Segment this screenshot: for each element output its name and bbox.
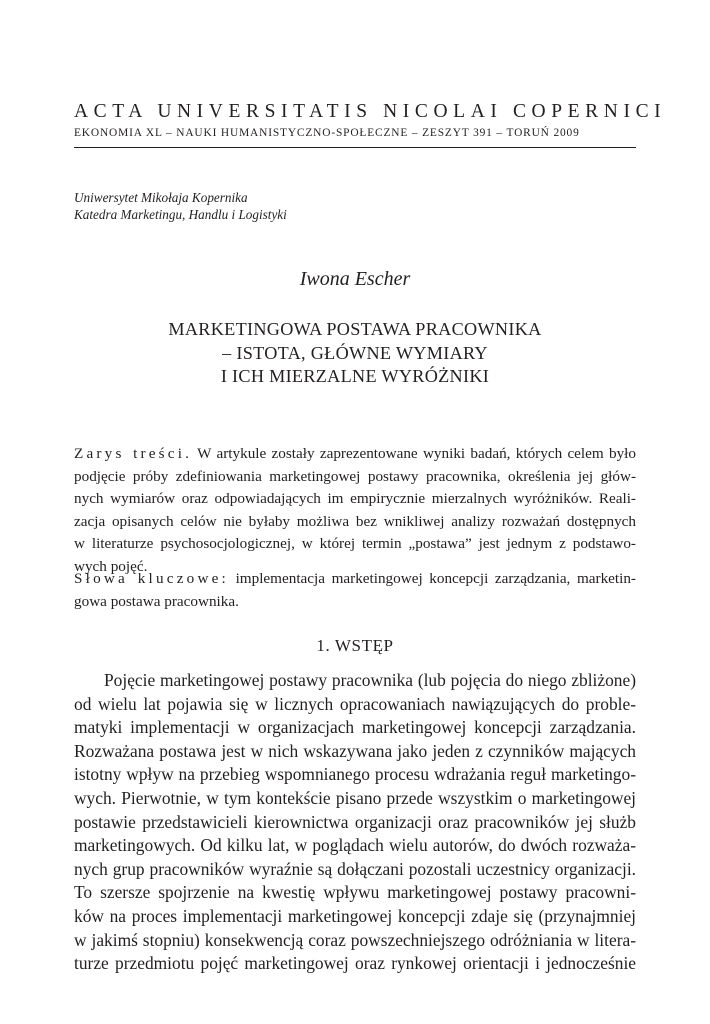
- body-line: nych grup pracowników wyraźnie są dołączani pozostali uczestnicy organizacji.: [74, 858, 636, 879]
- abstract-line: zacja opisanych celów nie byłaby możliwa bez wnikliwej analizy rozważań dostępnych: [74, 512, 636, 530]
- keywords: [74, 568, 636, 613]
- body-line: w jakimś stopniu) konsekwencją coraz powszechniejszego odróżniania w litera-: [74, 929, 636, 950]
- affiliation-university: Uniwersytet Mikołaja Kopernika: [74, 190, 248, 205]
- header-rule: [74, 147, 636, 148]
- body-line: turze przedmiotu pojęć marketingowej oraz rynkowej orientacji i jednocześnie: [74, 953, 636, 974]
- body-line: ków na proces implementacji marketingowej koncepcji zdaje się (przynajmniej: [74, 905, 636, 926]
- body-line: postawie przedstawicieli kierownictwa organizacji oraz pracowników jej służb: [74, 811, 636, 832]
- abstract: [74, 443, 636, 578]
- abstract-label: Zarys treści.: [74, 445, 193, 462]
- affiliation-department: Katedra Marketingu, Handlu i Logistyki: [74, 207, 287, 222]
- body-line: wych. Pierwotnie, w tym kontekście pisano przede wszystkim o marketingowej: [74, 787, 636, 808]
- journal-subtitle: EKONOMIA XL – NAUKI HUMANISTYCZNO-SPOŁECZNE – ZESZYT 391 – TORUŃ 2009: [74, 127, 580, 139]
- body-line: Rozważana postawa jest w nich wskazywana jako jeden z czynników mających: [74, 740, 636, 761]
- article-title: [74, 318, 636, 389]
- keywords-text: implementacja marketingowej koncepcji zarządzania, marketin-: [228, 570, 636, 587]
- article-title-line: MARKETINGOWA POSTAWA PRACOWNIKA: [168, 319, 542, 339]
- abstract-line: podjęcie próby zdefiniowania marketingowej postawy pracownika, określenia jej głów-: [74, 467, 636, 485]
- keywords-line: gowa postawa pracownika.: [74, 592, 239, 610]
- body-line: matyki implementacji w organizacjach marketingowej koncepcji zarządzania.: [74, 717, 636, 738]
- abstract-line: w literaturze psychosocjologicznej, w której termin „postawa” jest jednym z podstawo-: [74, 535, 636, 552]
- section-heading: 1. WSTĘP: [316, 636, 394, 655]
- journal-title: ACTA UNIVERSITATIS NICOLAI COPERNICI: [74, 101, 667, 122]
- keywords-label: Słowa kluczowe:: [74, 570, 229, 587]
- abstract-line: nych wymiarów oraz odpowiadających im empirycznie mierzalnych wyróżników. Reali-: [74, 490, 636, 507]
- body-line: istotny wpływ na przebieg wspomnianego procesu wdrażania reguł marketingo-: [74, 764, 636, 785]
- keywords-line: [74, 568, 636, 591]
- body-line: To szersze spojrzenie na kwestię wpływu marketingowej postawy pracowni-: [74, 882, 636, 903]
- body-line: marketingowych. Od kilku lat, w poglądach wielu autorów, do dwóch rozważa-: [74, 835, 636, 856]
- author-name: Iwona Escher: [299, 268, 411, 290]
- body-line: Pojęcie marketingowej postawy pracownika (lub pojęcia do niego zbliżone): [104, 670, 636, 690]
- abstract-line: [74, 443, 636, 466]
- article-title-line: I ICH MIERZALNE WYRÓŻNIKI: [220, 366, 490, 386]
- body-line: od wielu lat pojawia się w licznych opracowaniach nawiązujących do proble-: [74, 693, 636, 714]
- abstract-text: W artykule zostały zaprezentowane wyniki badań, których celem było: [192, 445, 636, 462]
- article-title-line: – ISTOTA, GŁÓWNE WYMIARY: [222, 342, 488, 363]
- body-text: [74, 669, 636, 976]
- abstract-line: wych pojęć.: [74, 557, 148, 575]
